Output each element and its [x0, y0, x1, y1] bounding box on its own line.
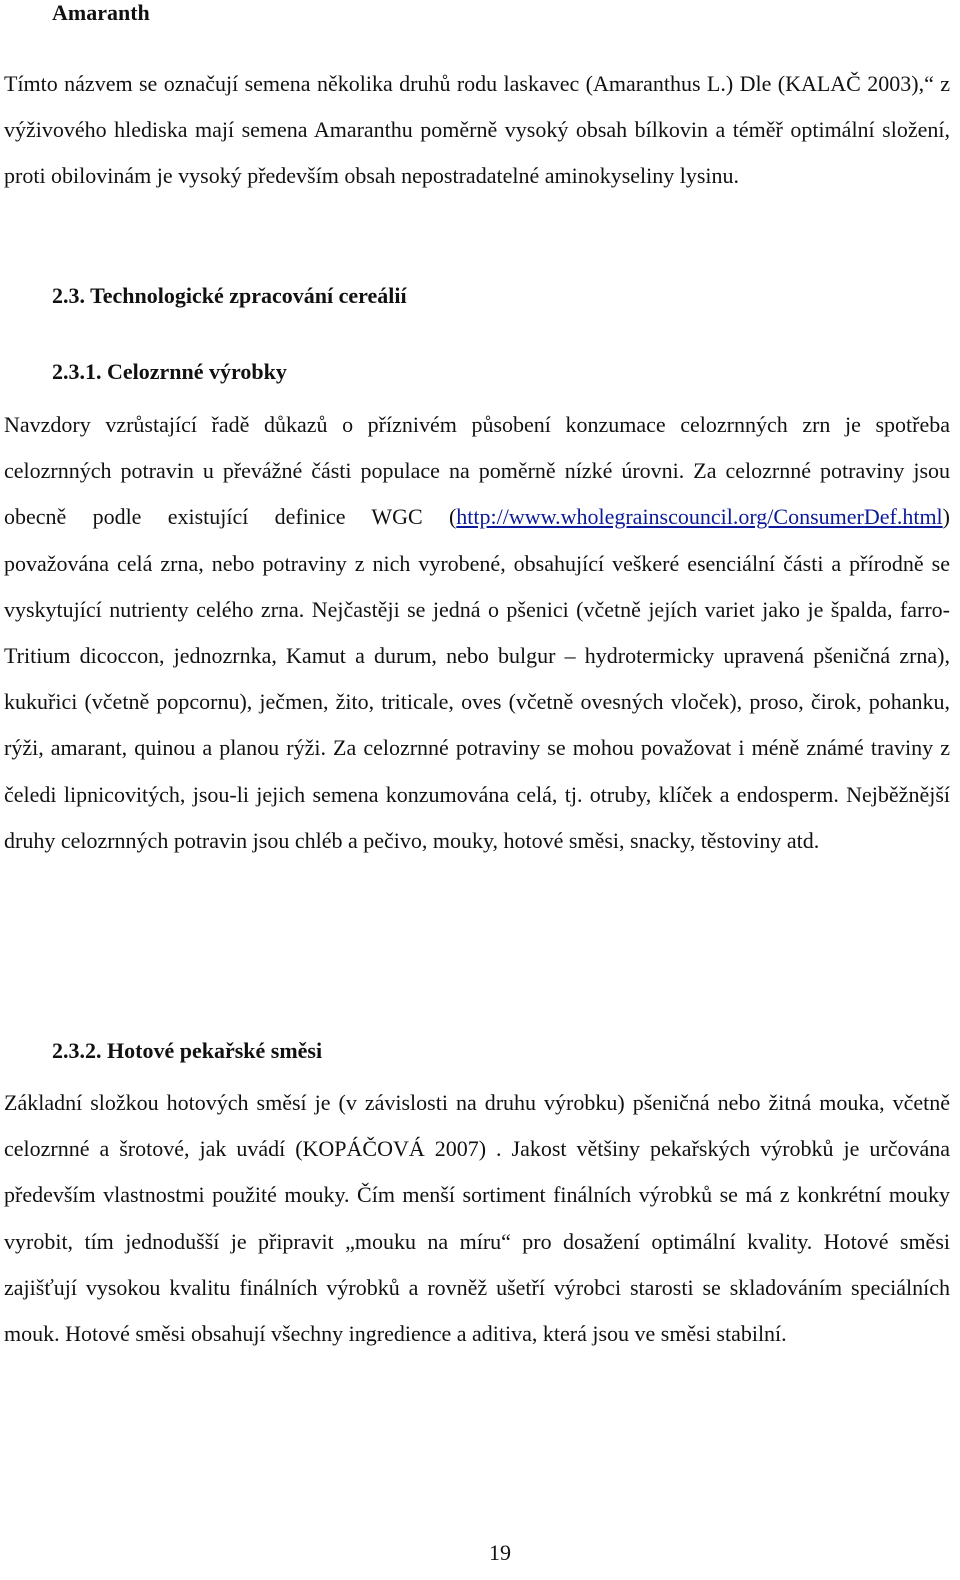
section-heading-amaranth: Amaranth: [52, 0, 150, 25]
wgc-definition-link[interactable]: http://www.wholegrainscouncil.org/ConsumerDef.html: [456, 504, 943, 530]
section-heading-2-3-1: 2.3.1. Celozrnné výrobky: [52, 359, 287, 384]
section-heading-2-3-2: 2.3.2. Hotové pekařské směsi: [52, 1038, 323, 1063]
paragraph-celozrnne-vyrobky: [4, 402, 950, 864]
paragraph-amaranth: Tímto názvem se označují semena několika druhů rodu laskavec (Amaranthus L.) Dle (KALAČ 2003),“ z výživového hlediska mají semena Amaranthu poměrně vysoký obsah bílkovin a téměř optimální složení, proti obilovinám je vysoký především obsah nepostradatelné aminokyseliny lysinu.: [4, 71, 950, 189]
page-number: 19: [489, 1540, 511, 1565]
paragraph-text-after-link: ) považována celá zrna, nebo potraviny z nich vyrobené, obsahující veškeré esenciální části a přírodně se vyskytující nutrienty celého zrna. Nejčastěji se jedná o pšenici (včetně jejích variet jako je špalda, farro-Tritium dicoccon, jednozrnka, Kamut a durum, nebo bulgur – hydrotermicky upravená pšeničná zrna), kukuřici (včetně popcornu), ječmen, žito, triticale, oves (včetně ovesných vloček), proso, čirok, pohanku, rýži, amarant, quinou a planou rýži. Za celozrnné potraviny se mohou považovat i méně známé traviny z čeledi lipnicovitých, jsou-li jejich semena konzumována celá, tj. otruby, klíček a endosperm. Nejběžnější druhy celozrnných potravin jsou chléb a pečivo, mouky, hotové směsi, snacky, těstoviny atd.: [4, 504, 950, 853]
section-heading-2-3: 2.3. Technologické zpracování cereálií: [52, 283, 407, 308]
paragraph-hotove-smesi: Základní složkou hotových směsí je (v závislosti na druhu výrobku) pšeničná nebo žitná mouka, včetně celozrnné a šrotové, jak uvádí (KOPÁČOVÁ 2007) . Jakost většiny pekařských výrobků je určována především vlastnostmi použité mouky. Čím menší sortiment finálních výrobků se má z konkrétní mouky vyrobit, tím jednodušší je připravit „mouku na míru“ pro dosažení optimální kvality. Hotové směsi zajišťují vysokou kvalitu finálních výrobků a rovněž ušetří výrobci starosti se skladováním speciálních mouk. Hotové směsi obsahují všechny ingredience a aditiva, která jsou ve směsi stabilní.: [4, 1090, 950, 1347]
paragraph-text-before-link: Navzdory vzrůstající řadě důkazů o příznivém působení konzumace celozrnných zrn je spotřeba celozrnných potravin u převážné části populace na poměrně nízké úrovni. Za celozrnné potraviny jsou obecně podle existující definice WGC (: [4, 412, 950, 530]
